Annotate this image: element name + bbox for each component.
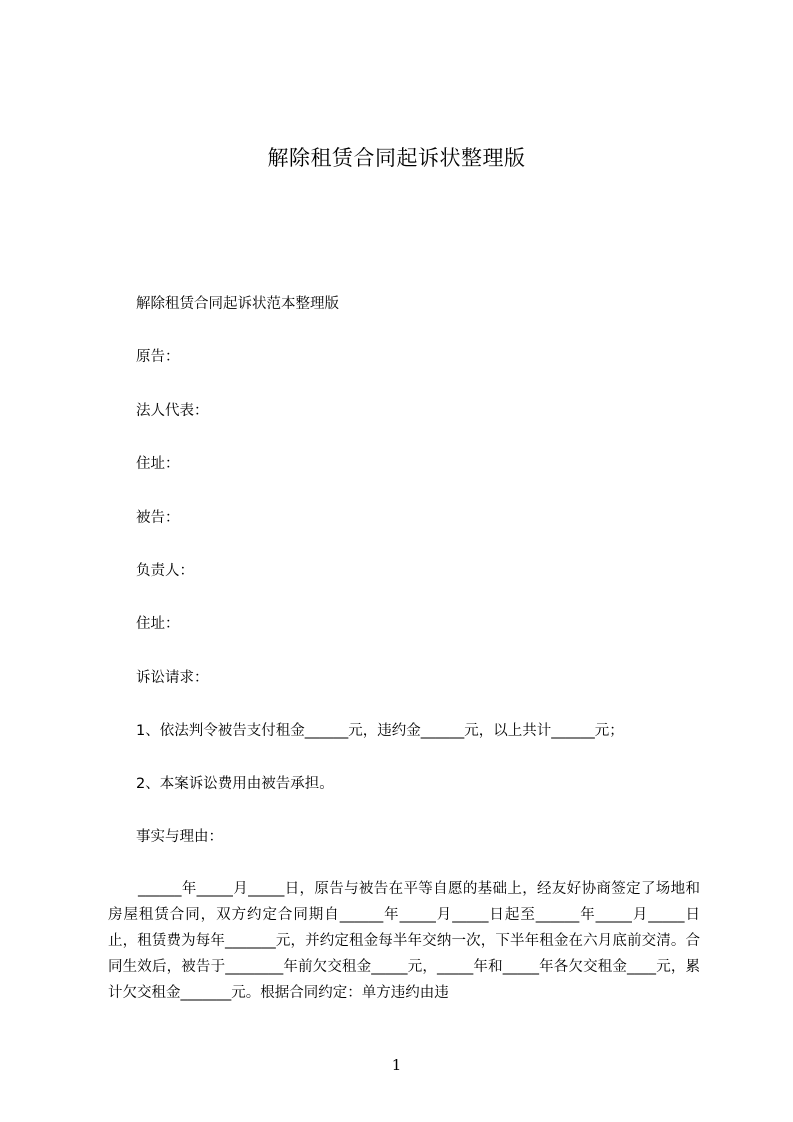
plaintiff-address-label: 住址： [136,456,180,472]
page-number: 1 [391,1056,402,1074]
claims-heading: 诉讼请求： [136,670,209,686]
facts-heading: 事实与理由： [136,829,223,845]
plaintiff-label: 原告： [136,349,180,365]
person-in-charge-label: 负责人： [136,563,194,579]
facts-paragraph: ______年_____月_____日，原告与被告在平等自愿的基础上，经友好协商签定了场地和房屋租赁合同，双方约定合同期自______年_____月_____日起至______年_____月_____日止，租赁费为每年_______元，并约定租金每半年交纳一次，下半年租金在六月底前交清。合同生效后，被告于________年前欠交租金_____元，_____年和_____年各欠交租金____元，累计欠交租金_______元。根据合同约定：单方违约由违 [108,881,700,1001]
subtitle-line: 解除租赁合同起诉状范本整理版 [136,296,339,312]
defendant-label: 被告： [136,510,180,526]
legal-representative-label: 法人代表： [136,403,209,419]
defendant-address-label: 住址： [136,616,180,632]
claim-item-1: 1、依法判令被告支付租金______元，违约金______元，以上共计______元； [136,723,624,739]
claim-item-2: 2、本案诉讼费用由被告承担。 [136,776,334,792]
document-title: 解除租赁合同起诉状整理版 [267,146,526,170]
